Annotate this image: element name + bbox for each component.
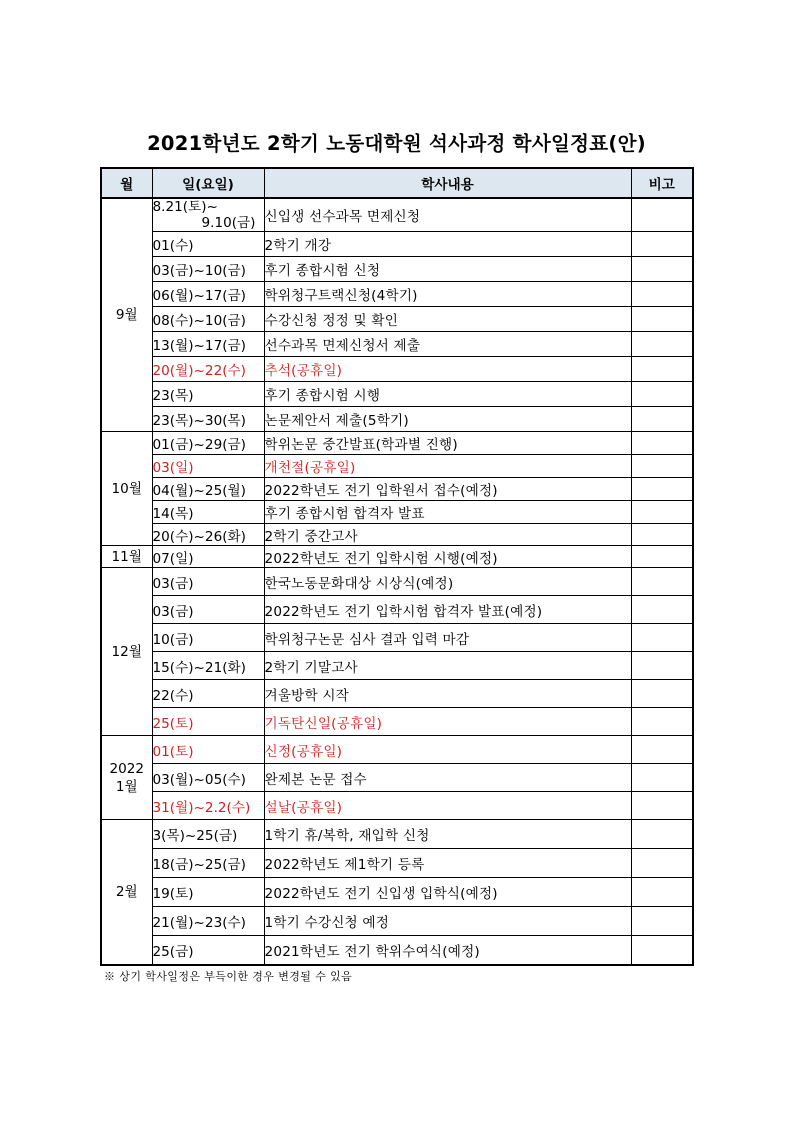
document-title: 2021학년도 2학기 노동대학원 석사과정 학사일정표(안) <box>147 132 646 155</box>
content-cell: 기독탄신일(공휴일) <box>264 708 631 736</box>
note-cell <box>631 652 693 680</box>
table-row <box>101 736 693 764</box>
month-cell <box>101 820 152 965</box>
table-row <box>101 198 693 232</box>
note-cell <box>631 357 693 382</box>
date-cell: 08(수)~10(금) <box>152 307 264 332</box>
date-cell: 03(금)~10(금) <box>152 257 264 282</box>
table-row <box>101 568 693 596</box>
note-cell <box>631 849 693 878</box>
date-start: 8.21(토)~ <box>152 199 218 215</box>
content-cell: 2학기 개강 <box>264 232 631 257</box>
month-label: 11월 <box>111 548 142 565</box>
note-cell <box>631 680 693 708</box>
date-cell: 25(토) <box>152 708 264 736</box>
table-row <box>101 432 693 455</box>
note-cell <box>631 501 693 524</box>
note-cell <box>631 455 693 478</box>
date-cell: 31(월)~2.2(수) <box>152 792 264 820</box>
table-row <box>101 907 693 936</box>
content-cell: 2학기 중간고사 <box>264 524 631 546</box>
date-cell <box>152 198 264 232</box>
content-cell: 1학기 휴/복학, 재입학 신청 <box>264 820 631 849</box>
date-cell: 14(목) <box>152 501 264 524</box>
date-cell: 19(토) <box>152 878 264 907</box>
content-cell: 2022학년도 제1학기 등록 <box>264 849 631 878</box>
month-label: 2월 <box>115 883 138 900</box>
date-cell: 23(목)~30(목) <box>152 407 264 432</box>
content-cell: 수강신청 정정 및 확인 <box>264 307 631 332</box>
note-cell <box>631 907 693 936</box>
table-row <box>101 820 693 849</box>
month-cell <box>101 198 152 432</box>
content-cell: 2022학년도 전기 신입생 입학식(예정) <box>264 878 631 907</box>
table-row <box>101 849 693 878</box>
date-cell: 03(일) <box>152 455 264 478</box>
note-cell <box>631 736 693 764</box>
note-cell <box>631 596 693 624</box>
content-cell: 2022학년도 전기 입학원서 접수(예정) <box>264 478 631 501</box>
content-cell: 논문제안서 제출(5학기) <box>264 407 631 432</box>
content-cell: 후기 종합시험 합격자 발표 <box>264 501 631 524</box>
table-row <box>101 596 693 624</box>
date-cell: 10(금) <box>152 624 264 652</box>
content-cell: 학위청구논문 심사 결과 입력 마감 <box>264 624 631 652</box>
date-cell: 03(월)~05(수) <box>152 764 264 792</box>
content-cell: 1학기 수강신청 예정 <box>264 907 631 936</box>
date-cell: 22(수) <box>152 680 264 708</box>
content-cell: 개천절(공휴일) <box>264 455 631 478</box>
month-label: 12월 <box>111 643 142 660</box>
content-cell: 겨울방학 시작 <box>264 680 631 708</box>
schedule-body <box>101 198 693 965</box>
content-cell: 2학기 기말고사 <box>264 652 631 680</box>
month-cell <box>101 546 152 568</box>
date-cell: 07(일) <box>152 546 264 568</box>
date-cell: 20(수)~26(화) <box>152 524 264 546</box>
note-cell <box>631 432 693 455</box>
date-cell: 01(수) <box>152 232 264 257</box>
table-row <box>101 332 693 357</box>
table-row <box>101 792 693 820</box>
note-cell <box>631 382 693 407</box>
content-cell: 학위논문 중간발표(학과별 진행) <box>264 432 631 455</box>
note-cell <box>631 568 693 596</box>
table-row <box>101 257 693 282</box>
note-cell <box>631 546 693 568</box>
date-cell: 03(금) <box>152 568 264 596</box>
date-cell: 18(금)~25(금) <box>152 849 264 878</box>
month-label: 9월 <box>115 307 138 323</box>
note-cell <box>631 820 693 849</box>
note-cell <box>631 792 693 820</box>
date-cell: 25(금) <box>152 936 264 965</box>
table-row <box>101 652 693 680</box>
month-label: 2022 <box>109 760 145 777</box>
note-cell <box>631 936 693 965</box>
note-cell <box>631 878 693 907</box>
note-cell <box>631 282 693 307</box>
content-cell: 학위청구트랙신청(4학기) <box>264 282 631 307</box>
academic-schedule-table <box>100 167 694 966</box>
note-cell <box>631 307 693 332</box>
header-date: 일(요일) <box>152 168 264 198</box>
content-cell: 추석(공휴일) <box>264 357 631 382</box>
date-cell: 23(목) <box>152 382 264 407</box>
table-row <box>101 624 693 652</box>
note-cell <box>631 332 693 357</box>
table-row <box>101 357 693 382</box>
table-row <box>101 936 693 965</box>
content-cell: 한국노동문화대상 시상식(예정) <box>264 568 631 596</box>
month-label-line2: 1월 <box>115 778 138 795</box>
table-row <box>101 455 693 478</box>
date-cell: 21(월)~23(수) <box>152 907 264 936</box>
content-cell: 2021학년도 전기 학위수여식(예정) <box>264 936 631 965</box>
date-cell: 01(토) <box>152 736 264 764</box>
table-row <box>101 307 693 332</box>
header-content: 학사내용 <box>264 168 631 198</box>
table-row <box>101 382 693 407</box>
note-cell <box>631 624 693 652</box>
content-cell: 2022학년도 전기 입학시험 합격자 발표(예정) <box>264 596 631 624</box>
table-row <box>101 878 693 907</box>
content-cell: 설날(공휴일) <box>264 792 631 820</box>
month-label: 10월 <box>111 480 142 497</box>
date-cell: 01(금)~29(금) <box>152 432 264 455</box>
table-row <box>101 524 693 546</box>
month-cell <box>101 736 152 820</box>
content-cell: 완제본 논문 접수 <box>264 764 631 792</box>
note-cell <box>631 478 693 501</box>
note-cell <box>631 232 693 257</box>
month-cell <box>101 568 152 736</box>
note-cell <box>631 764 693 792</box>
note-cell <box>631 257 693 282</box>
table-row <box>101 680 693 708</box>
date-end: 9.10(금) <box>201 215 256 231</box>
table-row <box>101 546 693 568</box>
date-cell: 3(목)~25(금) <box>152 820 264 849</box>
table-row <box>101 708 693 736</box>
table-row <box>101 407 693 432</box>
content-cell: 선수과목 면제신청서 제출 <box>264 332 631 357</box>
table-row <box>101 764 693 792</box>
table-row <box>101 232 693 257</box>
note-cell <box>631 407 693 432</box>
content-cell: 후기 종합시험 시행 <box>264 382 631 407</box>
note-cell <box>631 198 693 232</box>
date-cell: 13(월)~17(금) <box>152 332 264 357</box>
content-cell: 신정(공휴일) <box>264 736 631 764</box>
footnote: ※ 상기 학사일정은 부득이한 경우 변경될 수 있음 <box>104 970 353 983</box>
date-cell: 06(월)~17(금) <box>152 282 264 307</box>
table-header-row <box>101 168 693 198</box>
table-row <box>101 501 693 524</box>
date-cell: 03(금) <box>152 596 264 624</box>
content-cell: 후기 종합시험 신청 <box>264 257 631 282</box>
content-cell: 2022학년도 전기 입학시험 시행(예정) <box>264 546 631 568</box>
header-month: 월 <box>101 168 152 198</box>
table-row <box>101 282 693 307</box>
date-cell: 15(수)~21(화) <box>152 652 264 680</box>
date-cell: 20(월)~22(수) <box>152 357 264 382</box>
table-row <box>101 478 693 501</box>
date-cell: 04(월)~25(월) <box>152 478 264 501</box>
content-cell: 신입생 선수과목 면제신청 <box>264 198 631 232</box>
note-cell <box>631 524 693 546</box>
note-cell <box>631 708 693 736</box>
header-note: 비고 <box>631 168 693 198</box>
month-cell <box>101 432 152 546</box>
